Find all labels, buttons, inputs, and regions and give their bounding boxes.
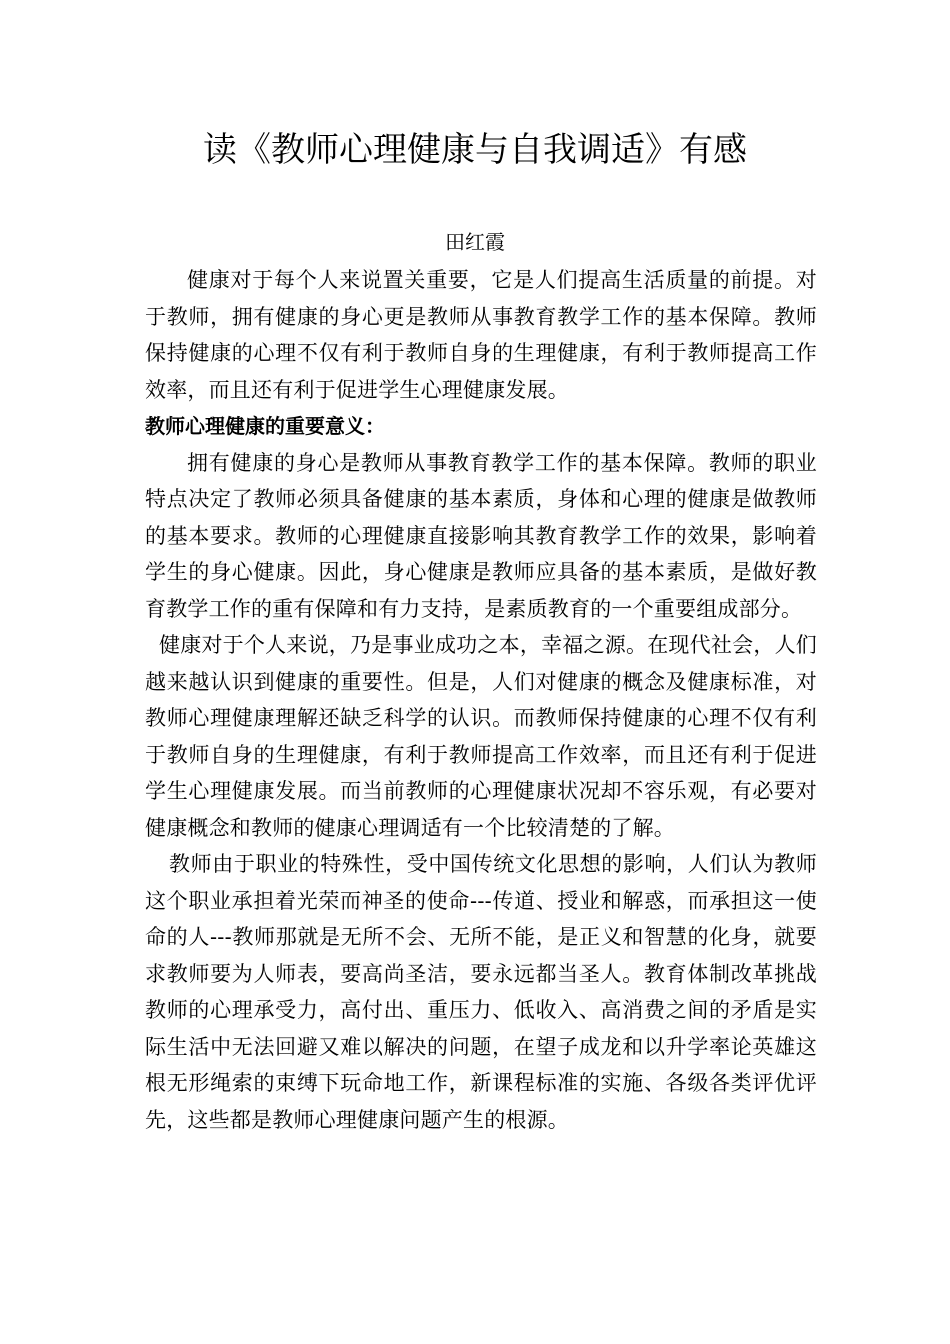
intro-paragraph: 健康对于每个人来说置关重要，它是人们提高生活质量的前提。对于教师，拥有健康的身心更是教师从事教育教学工作的基本保障。教师保持健康的心理不仅有利于教师自身的生理健康，有利于教师提高工作效率，而且还有利于促进学生心理健康发展。	[145, 268, 817, 402]
body-paragraph-3: 教师由于职业的特殊性，受中国传统文化思想的影响，人们认为教师这个职业承担着光荣而神圣的使命---传道、授业和解惑，而承担这一使命的人---教师那就是无所不会、无所不能，是正义和智慧的化身，就要求教师要为人师表，要高尚圣洁，要永远都当圣人。教育体制改革挑战教师的心理承受力，高付出、重压力、低收入、高消费之间的矛盾是实际生活中无法回避又难以解决的问题，在望子成龙和以升学率论英雄这根无形绳索的束缚下玩命地工作，新课程标准的实施、各级各类评优评先，这些都是教师心理健康问题产生的根源。	[145, 852, 817, 1132]
body-paragraph-1: 拥有健康的身心是教师从事教育教学工作的基本保障。教师的职业特点决定了教师必须具备健康的基本素质，身体和心理的健康是做教师的基本要求。教师的心理健康直接影响其教育教学工作的效果，影响着学生的身心健康。因此，身心健康是教师应具备的基本素质，是做好教育教学工作的重有保障和有力支持，是素质教育的一个重要组成部分。	[145, 450, 817, 621]
section-heading: 教师心理健康的重要意义：	[145, 414, 385, 438]
document-body	[145, 262, 817, 1138]
document-title: 读《教师心理健康与自我调适》有感	[203, 130, 747, 170]
author-name: 田红霞	[445, 230, 505, 254]
body-paragraph-2: 健康对于个人来说，乃是事业成功之本，幸福之源。在现代社会，人们越来越认识到健康的重要性。但是，人们对健康的概念及健康标准，对教师心理健康理解还缺乏科学的认识。而教师保持健康的心理不仅有利于教师自身的生理健康，有利于教师提高工作效率，而且还有利于促进学生心理健康发展。而当前教师的心理健康状况却不容乐观，有必要对健康概念和教师的健康心理调适有一个比较清楚的了解。	[145, 633, 817, 840]
